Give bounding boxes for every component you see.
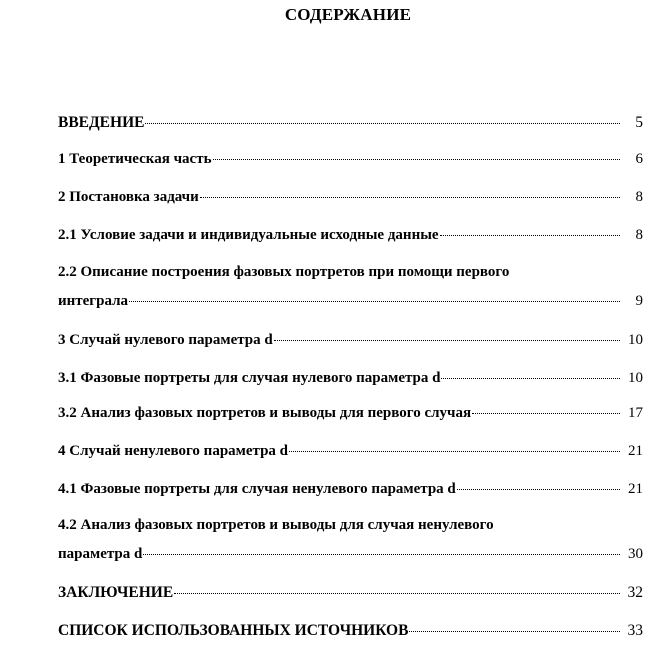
- dot-leader: [143, 553, 620, 555]
- toc-line: [58, 146, 643, 172]
- toc-page-number: 6: [635, 151, 643, 167]
- dot-leader: [457, 488, 620, 490]
- toc-page-number: 21: [628, 481, 643, 497]
- toc-entry-3: [58, 327, 643, 353]
- toc-line: [58, 365, 643, 391]
- toc-line: [58, 184, 643, 210]
- dot-leader: [274, 339, 620, 341]
- toc-entry-4-1: [58, 476, 643, 502]
- toc-page-number: 9: [635, 293, 643, 309]
- toc-entry-text: 4.1 Фазовые портреты для случая ненулевого параметра d: [58, 481, 456, 497]
- toc-line: [58, 541, 643, 567]
- toc-page-number: 10: [628, 332, 643, 348]
- toc-entry-text: 3 Случай нулевого параметра d: [58, 332, 273, 348]
- toc-entry-first-line: 2.2 Описание построения фазовых портретов при помощи первого: [58, 264, 510, 280]
- toc-line: [58, 110, 643, 136]
- toc-entry-4-2: [58, 512, 643, 567]
- toc-entry-text: 3.2 Анализ фазовых портретов и выводы для первого случая: [58, 405, 472, 421]
- dot-leader: [200, 196, 620, 198]
- dot-leader: [441, 377, 620, 379]
- toc-entry-text: ВВЕДЕНИЕ: [58, 114, 145, 131]
- toc-line: [58, 476, 643, 502]
- toc-line: [58, 400, 643, 426]
- toc-entry-introduction: [58, 110, 643, 136]
- dot-leader: [145, 122, 620, 124]
- toc-entry-conclusion: [58, 580, 643, 606]
- toc-entry-text: интеграла: [58, 293, 129, 309]
- dot-leader: [213, 158, 620, 160]
- dot-leader: [440, 234, 620, 236]
- toc-page-number: 17: [628, 405, 643, 421]
- toc-entry-text: 2 Постановка задачи: [58, 189, 199, 205]
- toc-entry-text: 2.1 Условие задачи и индивидуальные исходные данные: [58, 227, 439, 243]
- toc-entry-text: параметра d: [58, 546, 143, 562]
- toc-entry-1: [58, 146, 643, 172]
- toc-line: [58, 618, 643, 644]
- toc-page-number: 8: [635, 189, 643, 205]
- toc-entry-2-2: [58, 259, 643, 314]
- toc-line: [58, 222, 643, 248]
- toc-line: [58, 327, 643, 353]
- dot-leader: [409, 630, 620, 632]
- toc-line: [58, 288, 643, 314]
- toc-page-number: 8: [635, 227, 643, 243]
- dot-leader: [129, 300, 620, 302]
- dot-leader: [174, 592, 620, 594]
- dot-leader: [472, 412, 620, 414]
- toc-entry-first-line: 4.2 Анализ фазовых портретов и выводы для случая ненулевого: [58, 517, 494, 533]
- page-title: СОДЕРЖАНИЕ: [284, 5, 412, 24]
- toc-entry-text: СПИСОК ИСПОЛЬЗОВАННЫХ ИСТОЧНИКОВ: [58, 622, 409, 639]
- toc-page-number: 30: [628, 546, 643, 562]
- toc-page-number: 21: [628, 443, 643, 459]
- toc-entry-4: [58, 438, 643, 464]
- toc-page-number: 10: [628, 370, 643, 386]
- toc-entry-3-1: [58, 365, 643, 391]
- toc-page-number: 33: [627, 622, 643, 639]
- toc-entry-3-2: [58, 400, 643, 426]
- toc-entry-2-1: [58, 222, 643, 248]
- toc-entry-references: [58, 618, 643, 644]
- toc-entry-text: 4 Случай ненулевого параметра d: [58, 443, 289, 459]
- toc-page-number: 5: [635, 114, 643, 131]
- toc-entry-2: [58, 184, 643, 210]
- toc-line: [58, 580, 643, 606]
- toc-entry-text: ЗАКЛЮЧЕНИЕ: [58, 584, 174, 601]
- toc-entry-text: 3.1 Фазовые портреты для случая нулевого параметра d: [58, 370, 441, 386]
- toc-line: [58, 438, 643, 464]
- toc-entry-text: 1 Теоретическая часть: [58, 151, 212, 167]
- toc-page-number: 32: [627, 584, 643, 601]
- dot-leader: [289, 450, 620, 452]
